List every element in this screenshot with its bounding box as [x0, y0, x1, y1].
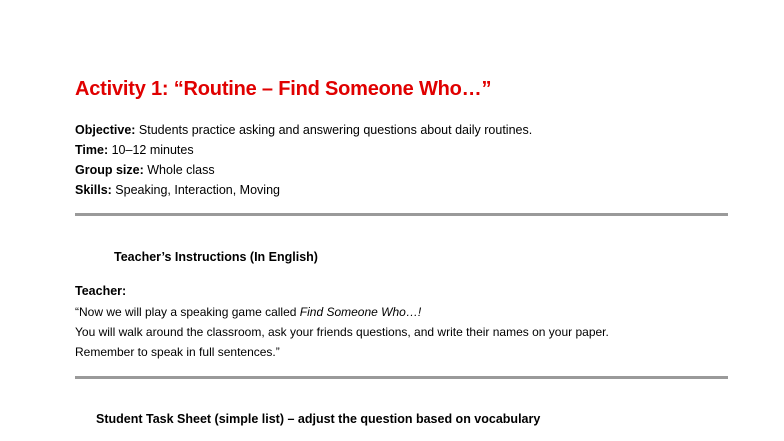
time-value: 10–12 minutes	[108, 143, 194, 157]
instruction-line-2: You will walk around the classroom, ask your friends questions, and write their names on your paper.	[75, 325, 609, 339]
skills-value: Speaking, Interaction, Moving	[111, 183, 280, 197]
time-line	[75, 143, 194, 157]
objective-line	[75, 123, 532, 137]
instruction-line-3: Remember to speak in full sentences.”	[75, 345, 280, 359]
horizontal-divider	[75, 376, 728, 379]
objective-value: Students practice asking and answering questions about daily routines.	[135, 123, 533, 137]
horizontal-divider	[75, 213, 728, 216]
time-label: Time:	[75, 143, 109, 157]
skills-line	[75, 183, 280, 197]
instructions-heading: Teacher’s Instructions (In English)	[114, 250, 318, 264]
task-sheet-heading: Student Task Sheet (simple list) – adjust the question based on vocabulary	[96, 412, 541, 426]
game-name: Find Someone Who…!	[299, 305, 422, 319]
group-size-value: Whole class	[143, 163, 215, 177]
teacher-label: Teacher:	[75, 284, 127, 298]
skills-label: Skills:	[75, 183, 112, 197]
group-size-label: Group size:	[75, 163, 144, 177]
instruction-line-1-text: “Now we will play a speaking game called	[75, 305, 300, 319]
objective-label: Objective:	[75, 123, 136, 137]
group-size-line	[75, 163, 215, 177]
activity-title: Activity 1: “Routine – Find Someone Who…”	[75, 78, 492, 100]
instruction-line-1	[75, 305, 421, 319]
